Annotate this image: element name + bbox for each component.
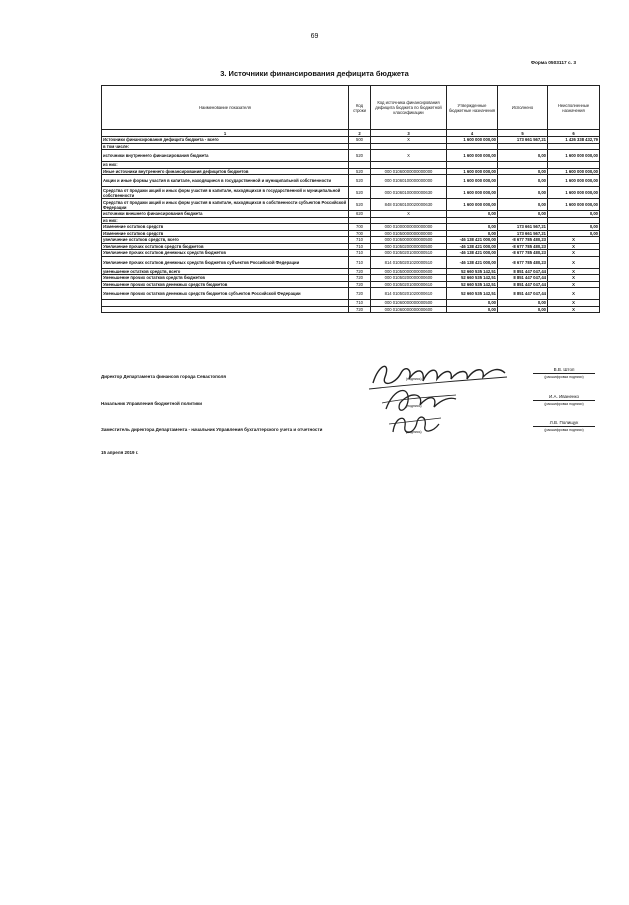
cell-source-code: 000 01050201000000510 <box>371 250 447 257</box>
col-header-executed: Исполнено <box>498 86 548 130</box>
cell-indicator-name: из них: <box>102 217 349 224</box>
table-row <box>102 187 600 199</box>
cell-line-code: 720 <box>349 306 371 313</box>
cell-approved: -46 138 421 000,00 <box>447 256 498 268</box>
cell-source-code: 000 01060000000000600 <box>371 306 447 313</box>
signature-hint: (подпись) <box>406 377 422 381</box>
cell-line-code: 710 <box>349 300 371 307</box>
cell-unexecuted: 1 600 000 000,00 <box>548 175 600 187</box>
signer-name-note: (расшифровка подписи) <box>544 428 584 432</box>
signer-underline <box>533 426 595 427</box>
cell-indicator-name: уменьшение остатков средств, всего <box>102 268 349 275</box>
cell-unexecuted: X <box>548 256 600 268</box>
table-row <box>102 306 600 313</box>
report-date: 15 апреля 2019 г. <box>101 450 139 455</box>
cell-unexecuted: X <box>548 275 600 282</box>
cell-source-code: 000 01050200000000600 <box>371 275 447 282</box>
column-number-row <box>102 130 600 137</box>
col-header-source-code: Код источника финансирования дефицита бюджета по бюджетной классификации <box>371 86 447 130</box>
cell-source-code: 848 01060100020000630 <box>371 199 447 211</box>
signer-position: Директор Департамента финансов города Севастополя <box>101 374 226 379</box>
section-title: 3. Источники финансирования дефицита бюджета <box>220 69 409 78</box>
cell-approved: 1 600 000 000,00 <box>447 175 498 187</box>
cell-unexecuted: X <box>548 300 600 307</box>
cell-unexecuted: 0,00 <box>548 224 600 231</box>
cell-indicator-name <box>102 306 349 313</box>
cell-executed: -8 677 785 480,23 <box>498 256 548 268</box>
cell-line-code: 720 <box>349 275 371 282</box>
cell-line-code: 710 <box>349 243 371 250</box>
cell-executed: 8 851 447 047,44 <box>498 288 548 300</box>
cell-approved: 1 600 000 000,00 <box>447 150 498 162</box>
cell-executed: 0,00 <box>498 187 548 199</box>
cell-line-code: 520 <box>349 199 371 211</box>
signer-name: Л.В. Полищук <box>549 420 579 425</box>
cell-approved: 52 660 535 142,51 <box>447 288 498 300</box>
cell-indicator-name: источники внешнего финансирования бюджета <box>102 211 349 218</box>
cell-unexecuted: X <box>548 250 600 257</box>
cell-line-code: 620 <box>349 211 371 218</box>
cell-indicator-name: увеличение остатков средств, всего <box>102 237 349 244</box>
cell-source-code: X <box>371 150 447 162</box>
cell-executed: 173 661 567,21 <box>498 137 548 144</box>
cell-indicator-name: Увеличение прочих остатков денежных средств бюджетов субъектов Российской Федерации <box>102 256 349 268</box>
cell-indicator-name: в том числе: <box>102 143 349 150</box>
cell-unexecuted: 0,00 <box>548 230 600 237</box>
cell-executed: 8 851 447 047,44 <box>498 275 548 282</box>
cell-line-code: 720 <box>349 268 371 275</box>
cell-approved: 1 600 000 000,00 <box>447 137 498 144</box>
cell-approved: 1 600 000 000,00 <box>447 187 498 199</box>
cell-approved: 52 660 535 142,51 <box>447 268 498 275</box>
cell-source-code: X <box>371 137 447 144</box>
cell-unexecuted: X <box>548 281 600 288</box>
cell-unexecuted: X <box>548 243 600 250</box>
cell-unexecuted: X <box>548 288 600 300</box>
signature-hint: (подпись) <box>406 430 422 434</box>
cell-line-code: 710 <box>349 250 371 257</box>
col-header-line-code: Код строки <box>349 86 371 130</box>
cell-source-code: 000 01050201000000610 <box>371 281 447 288</box>
cell-unexecuted: X <box>548 268 600 275</box>
col-number: 5 <box>498 130 548 137</box>
cell-indicator-name: Изменение остатков средств <box>102 224 349 231</box>
cell-approved: 0,00 <box>447 224 498 231</box>
col-number: 2 <box>349 130 371 137</box>
col-header-approved: Утвержденные бюджетные назначения <box>447 86 498 130</box>
cell-approved: 1 600 000 000,00 <box>447 168 498 175</box>
cell-source-code: 814 01050201020000510 <box>371 256 447 268</box>
cell-line-code: 520 <box>349 168 371 175</box>
cell-executed: -8 677 785 480,23 <box>498 250 548 257</box>
signer-position: Заместитель директора Департамента - начальник Управления бухгалтерского учета и отчетности <box>101 427 323 432</box>
cell-approved: 0,00 <box>447 230 498 237</box>
col-number: 3 <box>371 130 447 137</box>
cell-line-code: 520 <box>349 150 371 162</box>
cell-approved: 0,00 <box>447 300 498 307</box>
table-row <box>102 199 600 211</box>
cell-executed: 0,00 <box>498 150 548 162</box>
cell-source-code: 000 01060100000000000 <box>371 175 447 187</box>
cell-unexecuted: X <box>548 237 600 244</box>
col-header-name: Наименование показателя <box>102 86 349 130</box>
cell-indicator-name: из них: <box>102 162 349 169</box>
cell-line-code: 710 <box>349 237 371 244</box>
cell-approved: 1 600 000 000,00 <box>447 199 498 211</box>
cell-indicator-name: Уменьшение прочих остатков средств бюджетов <box>102 275 349 282</box>
cell-source-code: 000 01060000000000500 <box>371 300 447 307</box>
table-row <box>102 175 600 187</box>
cell-unexecuted: 1 600 000 000,00 <box>548 187 600 199</box>
cell-indicator-name: Источники финансирования дефицита бюджета - всего <box>102 137 349 144</box>
cell-executed: -8 677 785 480,23 <box>498 243 548 250</box>
cell-unexecuted: X <box>548 306 600 313</box>
cell-approved: 0,00 <box>447 306 498 313</box>
cell-executed: 0,00 <box>498 175 548 187</box>
cell-indicator-name: Изменение остатков средств <box>102 230 349 237</box>
table-row <box>102 288 600 300</box>
cell-source-code: 000 01050000000000600 <box>371 268 447 275</box>
col-number: 1 <box>102 130 349 137</box>
cell-indicator-name: Средства от продажи акций и иных форм участия в капитале, находящихся в государственной и муниципальной собственности <box>102 187 349 199</box>
cell-source-code: 000 01050000000000000 <box>371 230 447 237</box>
cell-unexecuted: 1 426 338 432,79 <box>548 137 600 144</box>
cell-unexecuted: 1 600 000 000,00 <box>548 168 600 175</box>
cell-executed: 0,00 <box>498 306 548 313</box>
signature-scribble-3 <box>385 410 445 440</box>
cell-unexecuted: 1 600 000 000,00 <box>548 150 600 162</box>
cell-source-code: 000 01000000000000000 <box>371 224 447 231</box>
col-header-unexecuted: Неисполненные назначения <box>548 86 600 130</box>
cell-line-code: 720 <box>349 288 371 300</box>
table-row <box>102 256 600 268</box>
cell-line-code: 720 <box>349 281 371 288</box>
cell-indicator-name: Увеличение прочих остатков денежных средств бюджетов <box>102 250 349 257</box>
cell-approved: 0,00 <box>447 211 498 218</box>
cell-executed: 0,00 <box>498 168 548 175</box>
cell-executed: -8 677 785 480,23 <box>498 237 548 244</box>
cell-indicator-name: Уменьшение прочих остатков денежных средств бюджетов <box>102 281 349 288</box>
col-number: 4 <box>447 130 498 137</box>
cell-unexecuted: 1 600 000 000,00 <box>548 199 600 211</box>
cell-source-code: 000 01060000000000000 <box>371 168 447 175</box>
cell-source-code: 000 01050000000000500 <box>371 237 447 244</box>
signer-underline <box>533 400 595 401</box>
col-number: 6 <box>548 130 600 137</box>
cell-line-code: 700 <box>349 224 371 231</box>
cell-indicator-name: Акции и иные формы участия в капитале, находящиеся в государственной и муниципальной собственности <box>102 175 349 187</box>
cell-approved: 52 660 535 142,51 <box>447 281 498 288</box>
cell-source-code: 000 01050200000000500 <box>371 243 447 250</box>
signature-hint: (подпись) <box>406 404 422 408</box>
form-reference: Форма 0503117 с. 3 <box>530 61 576 66</box>
cell-executed: 173 661 567,21 <box>498 230 548 237</box>
page-number: 69 <box>310 33 319 40</box>
cell-line-code: 700 <box>349 230 371 237</box>
signer-name-note: (расшифровка подписи) <box>544 375 584 379</box>
signer-name: И.А. Иваненко <box>548 394 580 399</box>
cell-executed: 0,00 <box>498 199 548 211</box>
cell-executed: 0,00 <box>498 211 548 218</box>
table-row <box>102 150 600 162</box>
cell-line-code: 710 <box>349 256 371 268</box>
cell-approved: 52 660 535 142,51 <box>447 275 498 282</box>
cell-indicator-name: Увеличение прочих остатков средств бюджетов <box>102 243 349 250</box>
cell-executed: 173 661 567,21 <box>498 224 548 231</box>
cell-line-code: 500 <box>349 137 371 144</box>
cell-source-code: X <box>371 211 447 218</box>
cell-executed: 0,00 <box>498 300 548 307</box>
cell-source-code: 000 01060100000000630 <box>371 187 447 199</box>
cell-line-code: 520 <box>349 175 371 187</box>
cell-indicator-name: Иные источники внутреннего финансирования дефицитов бюджетов <box>102 168 349 175</box>
table-header-row <box>102 86 600 130</box>
cell-unexecuted: 0,00 <box>548 211 600 218</box>
cell-source-code: 814 01050201020000610 <box>371 288 447 300</box>
cell-executed: 8 851 447 047,44 <box>498 281 548 288</box>
cell-executed: 8 851 447 047,44 <box>498 268 548 275</box>
cell-indicator-name: Средства от продажи акций и иных форм участия в капитале, находящихся в собственности субъектов Российской Федерации <box>102 199 349 211</box>
cell-indicator-name: Уменьшение прочих остатков денежных средств бюджетов субъектов Российской Федерации <box>102 288 349 300</box>
signer-underline <box>533 373 595 374</box>
cell-approved: -46 138 421 000,00 <box>447 243 498 250</box>
signer-name: В.В. Штоп <box>553 367 575 372</box>
signer-name-note: (расшифровка подписи) <box>544 402 584 406</box>
cell-indicator-name: источники внутреннего финансирования бюджета <box>102 150 349 162</box>
cell-line-code: 520 <box>349 187 371 199</box>
signer-position: Начальник Управления бюджетной политики <box>101 401 202 406</box>
cell-approved: -46 138 421 000,00 <box>447 250 498 257</box>
financing-sources-table <box>101 85 600 313</box>
cell-approved: -46 138 421 000,00 <box>447 237 498 244</box>
